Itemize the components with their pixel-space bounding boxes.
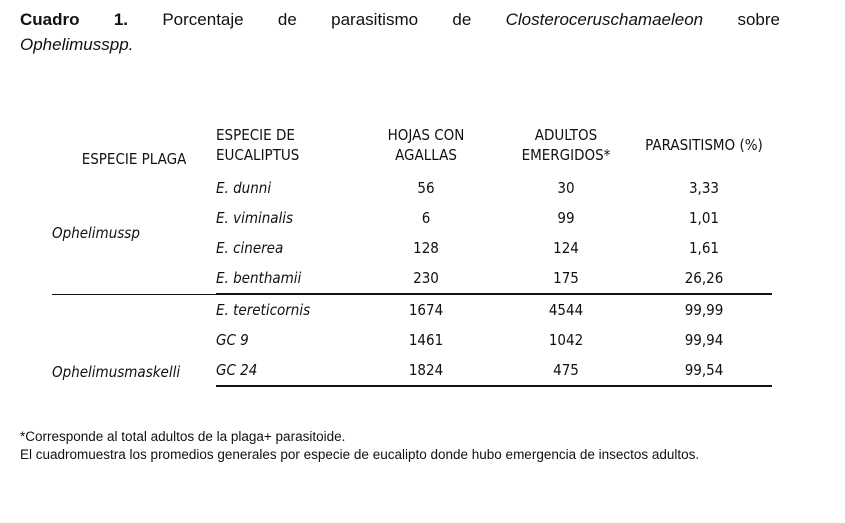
parasitism-cell: 99,54 [636, 355, 772, 386]
leaves-cell: 1674 [356, 294, 496, 325]
header-eucalyptus: ESPECIE DE EUCALIPTUS [216, 126, 300, 164]
table-caption-line-2 [20, 33, 133, 57]
eucalyptus-cell: GC 24 [216, 355, 356, 386]
caption-species-1: Closteroceruschamaeleon [505, 10, 704, 29]
footnote: *Corresponde al total adultos de la plaga+ parasitoide. [20, 429, 346, 444]
eucalyptus-cell: E. dunni [216, 179, 272, 197]
eucalyptus-cell: E. benthamii [216, 269, 302, 287]
description-note: El cuadromuestra los promedios generales por especie de eucalipto donde hubo emergencia de insectos adultos. [20, 447, 700, 462]
eucalyptus-cell: E. cinerea [216, 239, 284, 257]
parasitism-cell: 99,99 [636, 294, 772, 325]
header-adults: ADULTOS EMERGIDOS* [521, 126, 611, 164]
leaves-cell: 230 [413, 269, 439, 287]
adults-cell: 475 [496, 355, 636, 386]
parasitism-cell: 3,33 [688, 179, 720, 197]
table-row [52, 173, 772, 203]
parasitism-cell: 1,01 [688, 209, 720, 227]
caption-label: Cuadro 1. [20, 10, 128, 29]
adults-cell: 99 [557, 209, 575, 227]
table-header-row [52, 117, 772, 173]
adults-cell: 1042 [548, 331, 584, 349]
parasitism-cell: 26,26 [684, 269, 724, 287]
leaves-cell: 56 [417, 179, 435, 197]
adults-cell: 4544 [496, 294, 636, 325]
plague-cell: Ophelimussp [52, 224, 140, 243]
eucalyptus-cell: E. viminalis [216, 209, 294, 227]
leaves-cell: 1824 [356, 355, 496, 386]
eucalyptus-cell: E. tereticornis [216, 294, 356, 325]
leaves-cell: 6 [421, 209, 431, 227]
plague-cell: Ophelimusmaskelli [52, 294, 216, 386]
parasitism-cell: 1,61 [688, 239, 720, 257]
parasitism-cell: 99,94 [684, 331, 724, 349]
adults-cell: 30 [557, 179, 575, 197]
leaves-cell: 128 [413, 239, 439, 257]
table-row [52, 294, 772, 325]
header-plague: ESPECIE PLAGA [81, 150, 187, 168]
adults-cell: 175 [553, 269, 579, 287]
table-caption [20, 8, 780, 32]
caption-species-2: Ophelimusspp. [20, 35, 134, 54]
caption-text-middle: sobre [737, 10, 780, 29]
parasitism-table [52, 117, 772, 387]
adults-cell: 124 [553, 239, 579, 257]
header-leaves: HOJAS CON AGALLAS [387, 126, 465, 164]
header-parasitism: PARASITISMO (%) [645, 136, 763, 154]
eucalyptus-cell: GC 9 [216, 331, 249, 349]
leaves-cell: 1461 [408, 331, 444, 349]
table-notes [20, 428, 810, 464]
caption-text: Porcentaje de parasitismo de [162, 10, 472, 29]
